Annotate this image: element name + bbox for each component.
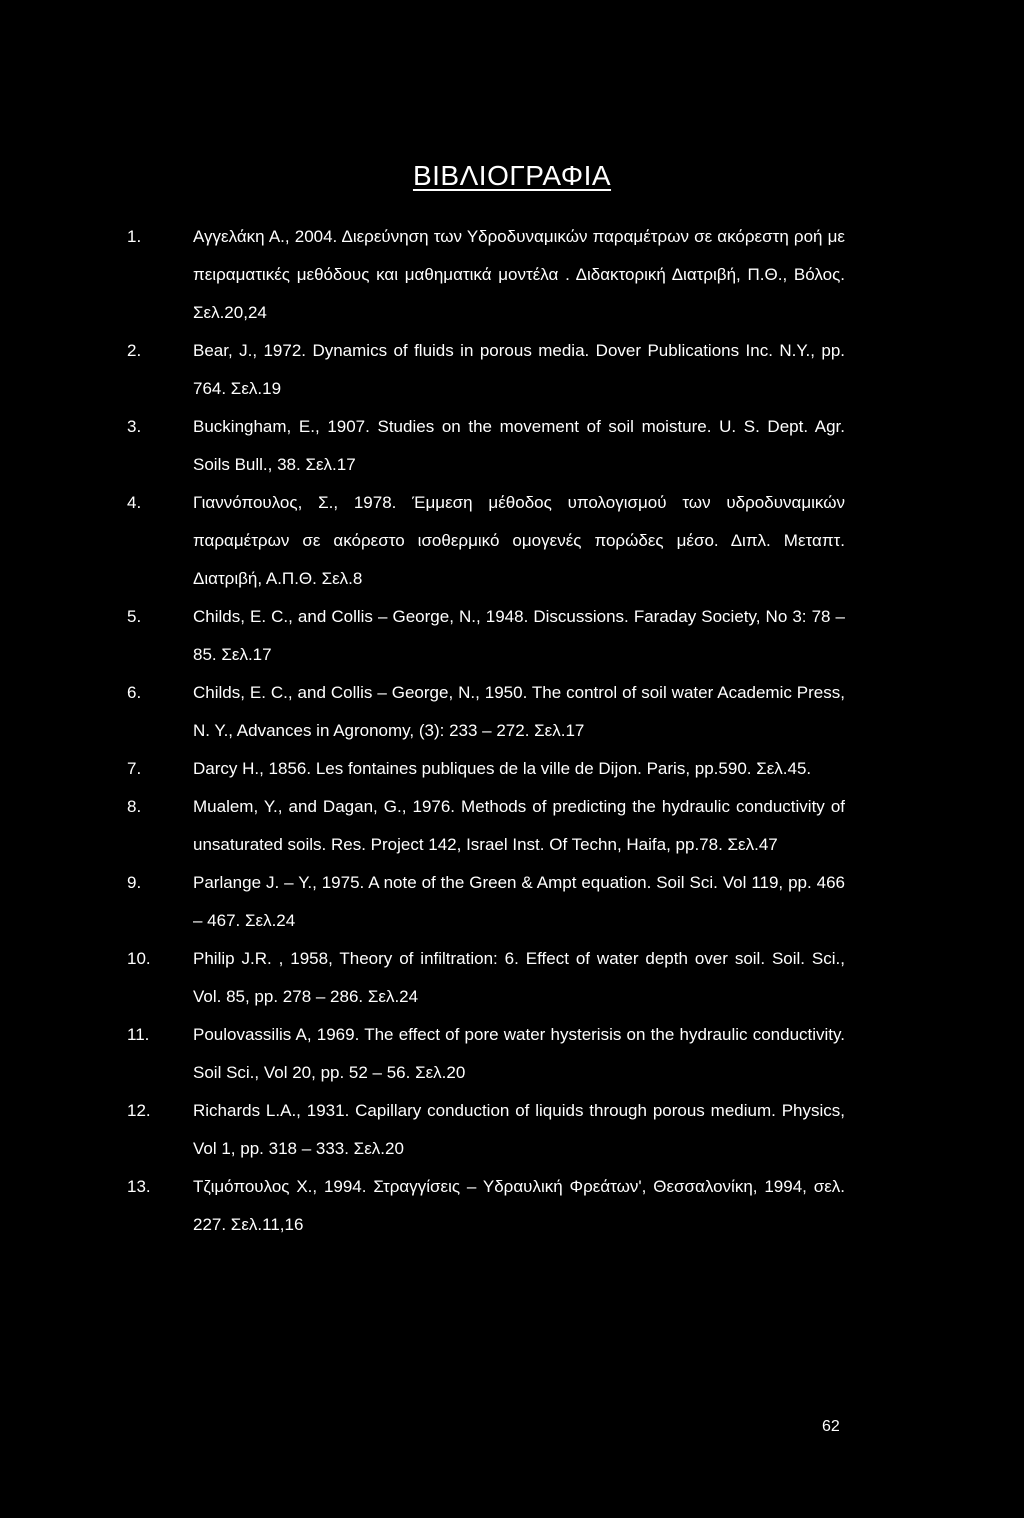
- reference-item: [0, 332, 1024, 408]
- page-number: 62: [822, 1418, 840, 1435]
- reference-number: 13.: [127, 1177, 151, 1196]
- reference-text: Parlange J. – Y., 1975. A note of the Green & Ampt equation. Soil Sci. Vol 119, pp. 466 – 467. Σελ.24: [193, 873, 845, 930]
- reference-text: Αγγελάκη Α., 2004. Διερεύνηση των Υδροδυναμικών παραμέτρων σε ακόρεστη ροή με πειραματικές μεθόδους και μαθηματικά μοντέλα . Διδακτορική Διατριβή, Π.Θ., Βόλος. Σελ.20,24: [193, 227, 845, 322]
- reference-text: Philip J.R. , 1958, Theory of infiltration: 6. Effect of water depth over soil. Soil. Sci., Vol. 85, pp. 278 – 286. Σελ.24: [193, 949, 845, 1006]
- page-title: ΒΙΒΛΙΟΓΡΑΦΙΑ: [412, 160, 612, 191]
- reference-item: [0, 864, 1024, 940]
- reference-text: Childs, E. C., and Collis – George, N., 1948. Discussions. Faraday Society, No 3: 78 – 85. Σελ.17: [193, 607, 845, 664]
- reference-number: 10.: [127, 949, 151, 968]
- reference-item: [0, 1016, 1024, 1092]
- reference-text: Buckingham, E., 1907. Studies on the movement of soil moisture. U. S. Dept. Agr. Soils Bull., 38. Σελ.17: [193, 417, 845, 474]
- reference-number: 11.: [127, 1025, 150, 1044]
- reference-number: 12.: [127, 1101, 151, 1120]
- reference-list: [0, 218, 1024, 1244]
- reference-number: 1.: [127, 227, 142, 246]
- reference-number: 7.: [127, 759, 142, 778]
- reference-number: 8.: [127, 797, 142, 816]
- reference-item: [0, 598, 1024, 674]
- reference-number: 2.: [127, 341, 142, 360]
- reference-number: 6.: [127, 683, 142, 702]
- reference-item: [0, 674, 1024, 750]
- reference-text: Richards L.A., 1931. Capillary conduction of liquids through porous medium. Physics, Vol 1, pp. 318 – 333. Σελ.20: [193, 1101, 845, 1158]
- reference-text: Childs, E. C., and Collis – George, N., 1950. The control of soil water Academic Press, N. Y., Advances in Agronomy, (3): 233 – 272. Σελ.17: [193, 683, 845, 740]
- reference-item: [0, 218, 1024, 332]
- reference-item: [0, 1168, 1024, 1244]
- reference-item: [0, 750, 1024, 788]
- reference-number: 5.: [127, 607, 142, 626]
- reference-number: 9.: [127, 873, 142, 892]
- reference-text: Τζιμόπουλος Χ., 1994. Στραγγίσεις – Υδραυλική Φρεάτων', Θεσσαλονίκη, 1994, σελ. 227. Σελ.11,16: [193, 1177, 845, 1234]
- reference-text: Bear, J., 1972. Dynamics of fluids in porous media. Dover Publications Inc. N.Y., pp. 764. Σελ.19: [193, 341, 845, 398]
- reference-text: Mualem, Y., and Dagan, G., 1976. Methods of predicting the hydraulic conductivity of unsaturated soils. Res. Project 142, Israel Inst. Of Techn, Haifa, pp.78. Σελ.47: [193, 797, 845, 854]
- reference-text: Darcy H., 1856. Les fontaines publiques de la ville de Dijon. Paris, pp.590. Σελ.45.: [193, 759, 812, 778]
- reference-number: 3.: [127, 417, 142, 436]
- reference-item: [0, 408, 1024, 484]
- reference-item: [0, 940, 1024, 1016]
- reference-text: Γιαννόπουλος, Σ., 1978. Έμμεση μέθοδος υπολογισμού των υδροδυναμικών παραμέτρων σε ακόρεστο ισοθερμικό ομογενές πορώδες μέσο. Διπλ. Μεταπτ. Διατριβή, Α.Π.Θ. Σελ.8: [193, 493, 845, 588]
- reference-text: Poulovassilis A, 1969. The effect of pore water hysterisis on the hydraulic conductivity. Soil Sci., Vol 20, pp. 52 – 56. Σελ.20: [193, 1025, 845, 1082]
- reference-item: [0, 1092, 1024, 1168]
- reference-number: 4.: [127, 493, 142, 512]
- reference-item: [0, 484, 1024, 598]
- reference-item: [0, 788, 1024, 864]
